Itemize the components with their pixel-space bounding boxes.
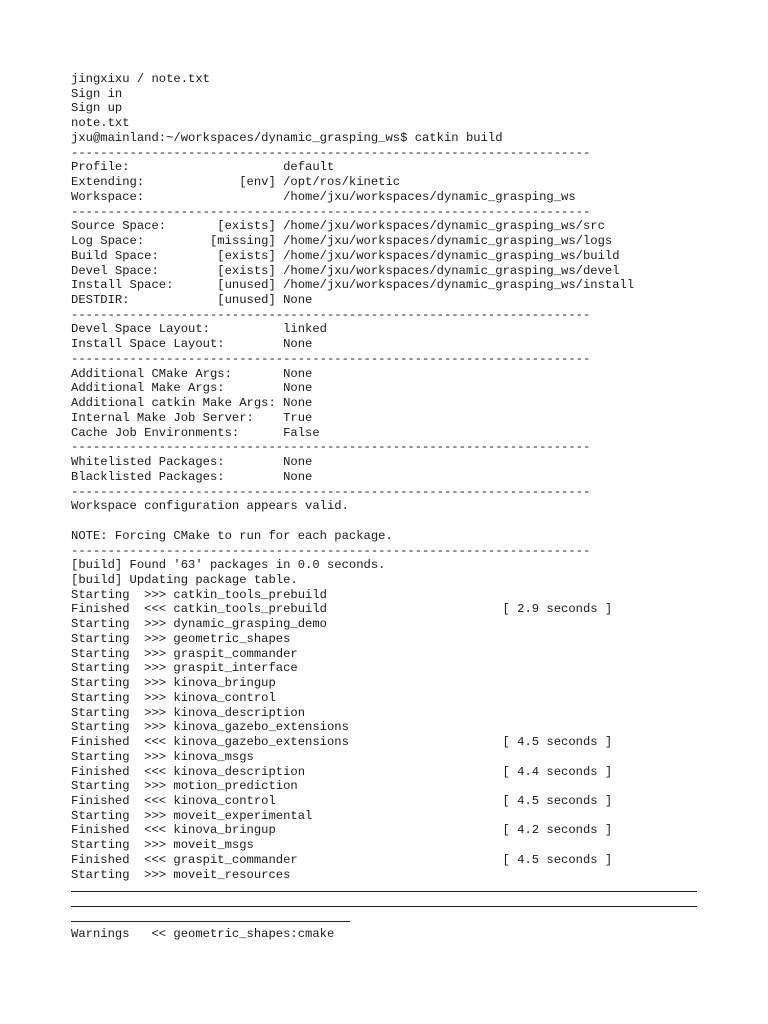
output-line: NOTE: Forcing CMake to run for each package. — [71, 528, 393, 543]
output-line: ----------------------------------------------------------------------- — [71, 440, 591, 455]
output-line: Internal Make Job Server: True — [71, 410, 313, 425]
output-line: Additional CMake Args: None — [71, 366, 313, 381]
output-line: Starting >>> dynamic_grasping_demo — [71, 617, 327, 632]
output-line: Additional Make Args: None — [71, 381, 313, 396]
output-line: Starting >>> kinova_gazebo_extensions — [71, 720, 349, 735]
output-line: Starting >>> moveit_msgs — [71, 838, 254, 853]
output-line: Whitelisted Packages: None — [71, 455, 313, 470]
output-line: Starting >>> kinova_description — [71, 705, 306, 720]
output-line: Finished <<< graspit_commander [ 4.5 seconds ] — [71, 852, 613, 867]
output-line: Starting >>> graspit_commander — [71, 646, 298, 661]
output-line: Starting >>> graspit_interface — [71, 661, 298, 676]
output-line: ----------------------------------------------------------------------- — [71, 543, 591, 558]
output-line: Install Space: [unused] /home/jxu/workspaces/dynamic_grasping_ws/install — [71, 278, 635, 293]
shell-command-line: jxu@mainland:~/workspaces/dynamic_grasping_ws$ catkin build — [71, 130, 503, 145]
output-line: Starting >>> geometric_shapes — [71, 631, 291, 646]
output-line: ----------------------------------------------------------------------- — [71, 307, 591, 322]
output-line: Starting >>> kinova_control — [71, 690, 276, 705]
output-line: Starting >>> motion_prediction — [71, 779, 298, 794]
horizontal-rule — [71, 882, 697, 897]
output-line: Source Space: [exists] /home/jxu/workspaces/dynamic_grasping_ws/src — [71, 219, 605, 234]
output-line: DESTDIR: [unused] None — [71, 293, 313, 308]
output-line: ----------------------------------------------------------------------- — [71, 351, 591, 366]
separator-line: ----------------------------------------------------------------------- — [71, 145, 591, 160]
output-line: Workspace: /home/jxu/workspaces/dynamic_grasping_ws — [71, 189, 576, 204]
warnings-line: Warnings << geometric_shapes:cmake — [71, 926, 335, 941]
output-line: Starting >>> moveit_experimental — [71, 808, 313, 823]
output-line: Additional catkin Make Args: None — [71, 396, 313, 411]
output-line: ----------------------------------------------------------------------- — [71, 204, 591, 219]
output-line: Cache Job Environments: False — [71, 425, 320, 440]
output-line: Install Space Layout: None — [71, 337, 313, 352]
output-line: Starting >>> catkin_tools_prebuild — [71, 587, 327, 602]
output-line: Log Space: [missing] /home/jxu/workspaces/dynamic_grasping_ws/logs — [71, 234, 613, 249]
output-line: Extending: [env] /opt/ros/kinetic — [71, 175, 401, 190]
file-breadcrumb[interactable]: jingxixu / note.txt — [71, 72, 210, 86]
sign-up-link[interactable]: Sign up — [71, 101, 123, 116]
output-line — [71, 514, 761, 529]
output-line: Finished <<< kinova_control [ 4.5 seconds ] — [71, 793, 613, 808]
output-line: ----------------------------------------------------------------------- — [71, 484, 591, 499]
output-line: Finished <<< kinova_gazebo_extensions [ 4.5 seconds ] — [71, 735, 613, 750]
output-line: Starting >>> kinova_msgs — [71, 749, 254, 764]
output-line: [build] Found '63' packages in 0.0 seconds. — [71, 558, 386, 573]
output-line: Finished <<< kinova_bringup [ 4.2 seconds ] — [71, 823, 613, 838]
sign-in-link[interactable]: Sign in — [71, 86, 123, 101]
output-line: Devel Space Layout: linked — [71, 322, 327, 337]
output-line: Blacklisted Packages: None — [71, 469, 313, 484]
horizontal-rule-short — [71, 912, 350, 927]
output-line: Build Space: [exists] /home/jxu/workspaces/dynamic_grasping_ws/build — [71, 248, 620, 263]
output-line: Finished <<< kinova_description [ 4.4 seconds ] — [71, 764, 613, 779]
output-line: Starting >>> moveit_resources — [71, 867, 291, 882]
output-line: Starting >>> kinova_bringup — [71, 676, 276, 691]
output-line: Devel Space: [exists] /home/jxu/workspaces/dynamic_grasping_ws/devel — [71, 263, 620, 278]
horizontal-rule — [71, 897, 697, 912]
file-title: note.txt — [71, 116, 130, 131]
output-line: [build] Updating package table. — [71, 572, 298, 587]
output-line: Finished <<< catkin_tools_prebuild [ 2.9 seconds ] — [71, 602, 613, 617]
header-section — [71, 72, 761, 160]
note-document — [71, 72, 761, 941]
output-line: Profile: default — [71, 160, 335, 175]
build-output-block — [71, 160, 761, 882]
output-line: Workspace configuration appears valid. — [71, 499, 349, 514]
